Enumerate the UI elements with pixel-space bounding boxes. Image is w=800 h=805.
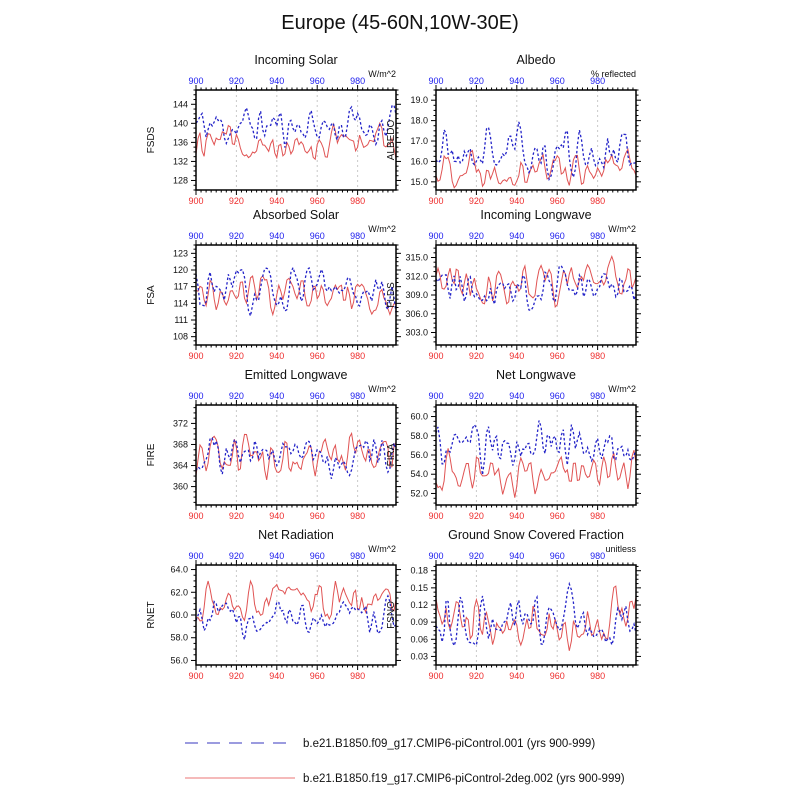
y-tick-label: 364 [172,460,188,471]
x-tick-label-bottom: 940 [509,511,525,521]
x-tick-label-bottom: 900 [188,511,204,521]
x-tick-label-top: 920 [468,551,484,561]
plot-frame [196,565,396,665]
x-tick-label-top: 940 [269,551,285,561]
x-tick-label-bottom: 900 [188,196,204,206]
units-label: W/m^2 [368,69,396,79]
plot-canvas [136,363,406,523]
x-tick-label-bottom: 920 [228,351,244,361]
x-tick-label-top: 960 [309,76,325,86]
units-label: W/m^2 [608,384,636,394]
y-tick-label: 64.0 [170,564,188,575]
y-tick-label: 309.0 [405,290,428,300]
x-tick-label-top: 980 [350,76,366,86]
x-tick-label-bottom: 920 [468,351,484,361]
x-tick-label-bottom: 920 [228,671,244,681]
plot-frame [436,245,636,345]
plot-canvas [376,203,646,363]
y-tick-label: 136 [172,137,188,148]
x-tick-label-top: 900 [428,391,444,401]
x-tick-label-top: 920 [228,391,244,401]
series-line-2deg [196,276,396,315]
x-tick-label-bottom: 980 [590,511,606,521]
y-tick-label: 54.0 [410,469,428,480]
series-line-control [436,584,636,646]
x-tick-label-bottom: 980 [350,511,366,521]
x-tick-label-top: 960 [549,231,565,241]
y-tick-label: 312.0 [405,271,428,282]
x-tick-label-bottom: 940 [509,351,525,361]
panel-net-longwave [376,363,646,523]
panel-incoming-longwave [376,203,646,363]
x-tick-label-bottom: 960 [309,351,325,361]
panel-title: Net Radiation [258,528,334,542]
series-line-control [436,122,636,179]
x-tick-label-bottom: 960 [309,196,325,206]
legend-entry-label: b.e21.B1850.f09_g17.CMIP6-piControl.001 (yrs 900-999) [303,738,596,750]
x-tick-label-top: 960 [549,76,565,86]
y-tick-label: 140 [172,118,188,129]
series-line-control [196,105,396,147]
y-tick-label: 128 [172,175,188,186]
y-axis-name: FIRE [146,443,157,467]
x-tick-label-top: 980 [590,391,606,401]
x-tick-label-top: 920 [228,76,244,86]
plot-canvas [136,48,406,208]
x-tick-label-top: 900 [188,551,204,561]
x-tick-label-bottom: 980 [590,196,606,206]
y-tick-label: 56.0 [410,450,428,460]
y-tick-label: 372 [172,418,188,429]
units-label: unitless [605,544,636,554]
x-tick-label-top: 980 [350,551,366,561]
x-tick-label-bottom: 980 [590,351,606,361]
y-tick-label: 360 [172,481,188,492]
panel-incoming-solar [136,48,406,208]
y-tick-label: 60.0 [410,411,428,422]
x-tick-label-bottom: 960 [549,351,565,361]
y-tick-label: 0.18 [410,565,428,576]
x-tick-label-top: 980 [350,391,366,401]
figure-title: Europe (45-60N,10W-30E) [281,12,519,34]
x-tick-label-top: 920 [468,231,484,241]
y-tick-label: 315.0 [405,252,428,263]
x-tick-label-top: 900 [188,231,204,241]
series-line-control [196,268,396,316]
panel-absorbed-solar [136,203,406,363]
panel-albedo [376,48,646,208]
y-tick-label: 0.12 [410,600,428,610]
x-tick-label-top: 980 [590,231,606,241]
plot-canvas [376,48,646,208]
x-tick-label-top: 960 [309,551,325,561]
x-tick-label-bottom: 900 [188,671,204,681]
y-tick-label: 144 [172,99,188,110]
x-tick-label-bottom: 900 [428,511,444,521]
x-tick-label-top: 980 [350,231,366,241]
x-tick-label-top: 900 [188,391,204,401]
x-tick-label-bottom: 900 [428,196,444,206]
legend [0,720,800,800]
x-tick-label-top: 900 [428,76,444,86]
series-line-2deg [436,586,636,651]
y-tick-label: 17.0 [410,136,428,147]
x-tick-label-top: 900 [188,76,204,86]
x-tick-label-bottom: 920 [468,196,484,206]
x-tick-label-top: 940 [269,76,285,86]
x-tick-label-top: 980 [590,551,606,561]
y-axis-name: FIRA [386,443,397,467]
x-tick-label-bottom: 920 [468,511,484,521]
x-tick-label-top: 900 [428,231,444,241]
x-tick-label-top: 960 [549,551,565,561]
legend-canvas [0,720,800,800]
x-tick-label-top: 900 [428,551,444,561]
plot-canvas [136,203,406,363]
x-tick-label-bottom: 940 [269,511,285,521]
y-tick-label: 52.0 [410,488,428,499]
x-tick-label-bottom: 940 [509,671,525,681]
units-label: W/m^2 [368,224,396,234]
y-tick-label: 123 [172,248,188,259]
y-axis-name: RNET [146,601,157,629]
x-tick-label-bottom: 940 [269,671,285,681]
x-tick-label-bottom: 940 [269,351,285,361]
y-axis-name: FSA [146,285,157,305]
units-label: % reflected [590,69,636,79]
y-tick-label: 60.0 [170,610,188,620]
x-tick-label-top: 940 [509,391,525,401]
units-label: W/m^2 [608,224,636,234]
y-axis-name: FLDS [386,282,397,308]
x-tick-label-top: 940 [269,391,285,401]
x-tick-label-bottom: 920 [228,196,244,206]
series-line-2deg [196,581,396,621]
series-line-2deg [196,433,396,480]
x-tick-label-bottom: 980 [590,671,606,681]
x-tick-label-top: 960 [309,231,325,241]
y-tick-label: 19.0 [410,95,428,106]
panel-title: Albedo [516,53,556,67]
y-axis-name: FSNO [386,601,397,629]
y-tick-label: 58.0 [170,632,188,643]
panel-emitted-longwave [136,363,406,523]
y-tick-label: 111 [174,315,188,325]
x-tick-label-top: 960 [549,391,565,401]
x-tick-label-bottom: 980 [350,351,366,361]
y-tick-label: 56.0 [170,655,188,666]
x-tick-label-top: 980 [590,76,606,86]
series-line-control [196,596,396,640]
x-tick-label-bottom: 960 [549,511,565,521]
y-tick-label: 0.09 [410,617,428,628]
x-tick-label-top: 920 [468,391,484,401]
y-tick-label: 303.0 [405,327,428,338]
plot-canvas [376,363,646,523]
panel-title: Ground Snow Covered Fraction [448,528,624,542]
x-tick-label-bottom: 980 [350,196,366,206]
x-tick-label-top: 960 [309,391,325,401]
y-axis-name: ALBEDO [386,119,397,161]
panel-title: Net Longwave [496,368,576,382]
units-label: W/m^2 [368,544,396,554]
y-tick-label: 306.0 [405,308,428,319]
x-tick-label-bottom: 980 [350,671,366,681]
x-tick-label-bottom: 900 [428,671,444,681]
y-tick-label: 0.06 [410,634,428,645]
x-tick-label-bottom: 960 [549,671,565,681]
y-axis-name: FSDS [146,126,157,154]
y-tick-label: 132 [172,156,188,167]
plot-frame [196,90,396,190]
x-tick-label-bottom: 900 [428,351,444,361]
x-tick-label-top: 920 [228,231,244,241]
y-tick-label: 18.0 [410,115,428,126]
x-tick-label-bottom: 940 [509,196,525,206]
x-tick-label-bottom: 960 [549,196,565,206]
plot-canvas [376,523,646,683]
x-tick-label-top: 940 [269,231,285,241]
y-tick-label: 58.0 [410,430,428,441]
x-tick-label-top: 940 [509,551,525,561]
panel-ground-snow-covered-fraction [376,523,646,683]
x-tick-label-bottom: 960 [309,671,325,681]
plot-canvas [136,523,406,683]
y-tick-label: 108 [172,331,188,342]
x-tick-label-top: 920 [468,76,484,86]
y-tick-label: 0.15 [410,582,428,593]
panel-title: Incoming Longwave [480,208,592,222]
x-tick-label-bottom: 920 [468,671,484,681]
x-tick-label-bottom: 940 [269,196,285,206]
x-tick-label-bottom: 920 [228,511,244,521]
plot-frame [436,565,636,665]
x-tick-label-top: 940 [509,231,525,241]
plot-frame [436,90,636,190]
y-tick-label: 0.03 [410,651,428,662]
y-tick-label: 16.0 [410,156,428,167]
y-tick-label: 117 [173,281,188,292]
y-tick-label: 15.0 [410,176,428,187]
panel-title: Absorbed Solar [252,208,340,222]
series-line-2deg [196,123,396,159]
units-label: W/m^2 [368,384,396,394]
panel-title: Incoming Solar [254,53,338,67]
y-tick-label: 114 [173,298,188,309]
y-tick-label: 368 [172,439,188,450]
panel-net-radiation [136,523,406,683]
y-tick-label: 62.0 [170,587,188,598]
x-tick-label-bottom: 960 [309,511,325,521]
x-tick-label-top: 920 [228,551,244,561]
x-tick-label-top: 940 [509,76,525,86]
y-tick-label: 120 [172,265,188,275]
plot-frame [196,405,396,505]
legend-entry-label: b.e21.B1850.f19_g17.CMIP6-piControl-2deg.002 (yrs 900-999) [303,773,625,785]
series-line-2deg [436,448,636,497]
panel-title: Emitted Longwave [244,368,348,382]
x-tick-label-bottom: 900 [188,351,204,361]
